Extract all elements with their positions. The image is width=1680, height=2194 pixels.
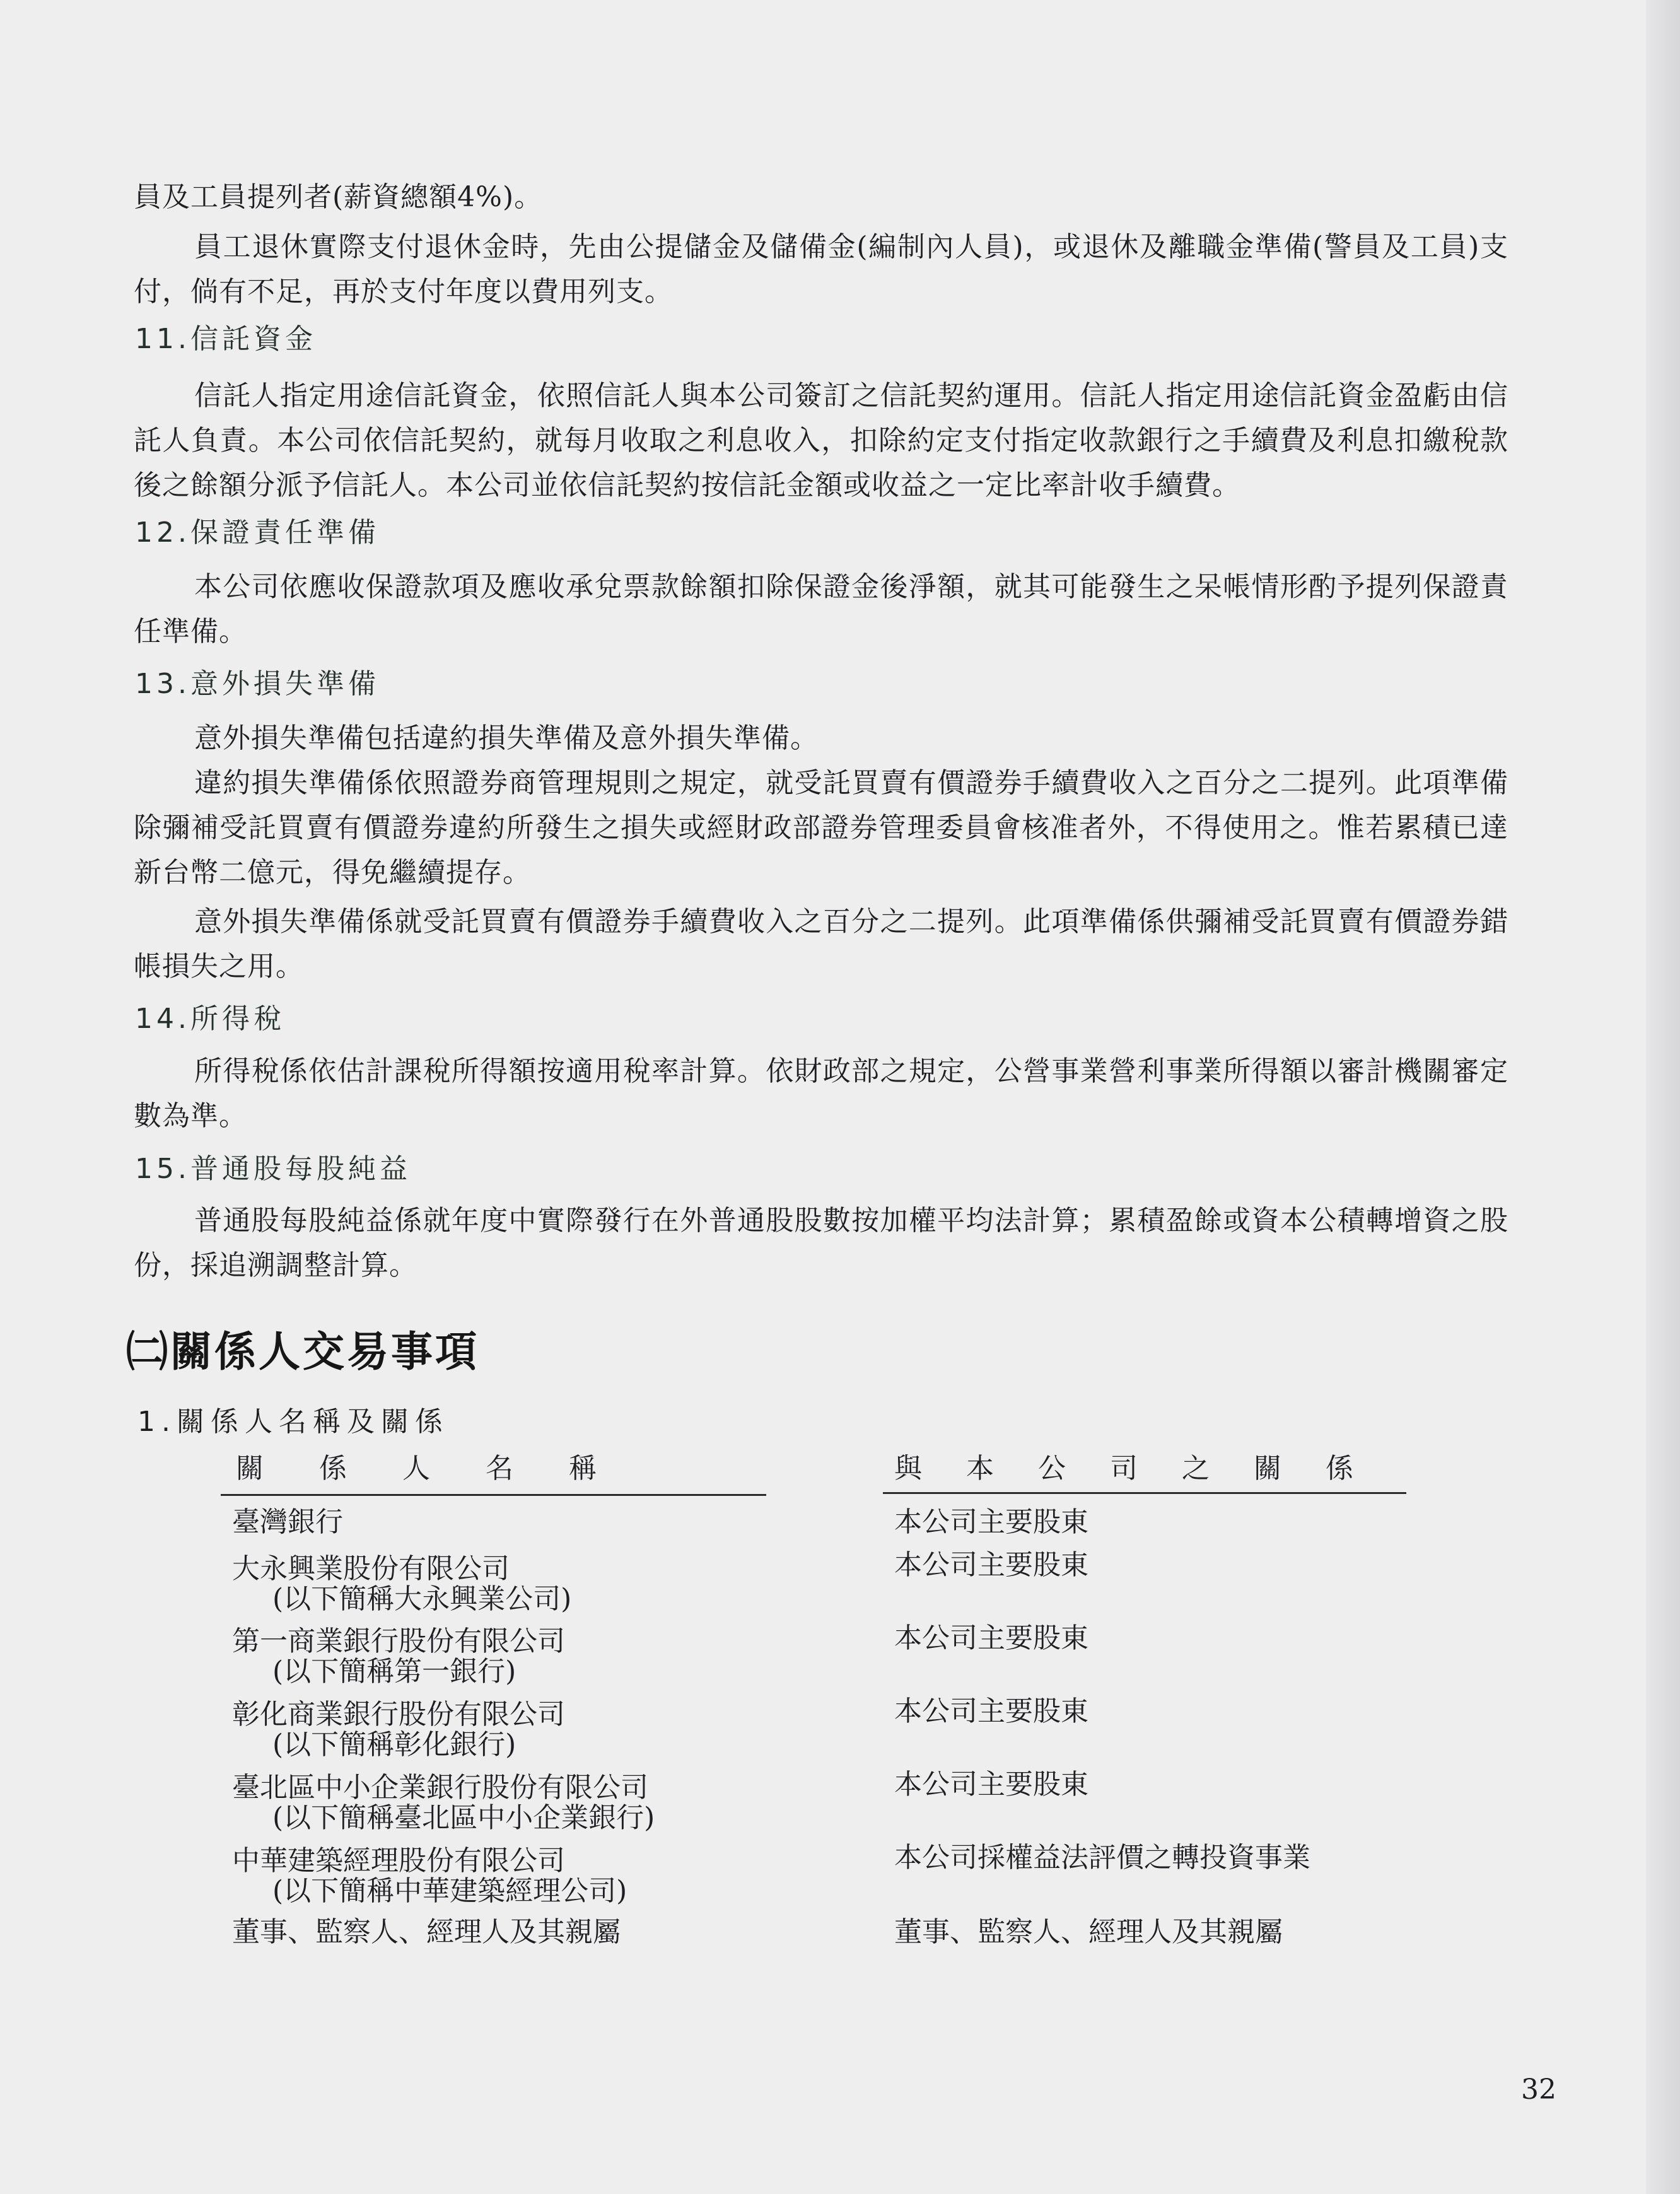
table-row-relation: 本公司主要股東 <box>894 1768 1088 1800</box>
paragraph-accident-loss-1: 意外損失準備包括違約損失準備及意外損失準備。 <box>194 722 819 754</box>
paragraph-retirement-1: 員及工員提列者(薪資總額4%)。 <box>134 181 543 213</box>
table-row-relation: 董事、監察人、經理人及其親屬 <box>894 1916 1283 1948</box>
column-header-name: 關係人名稱 <box>236 1452 652 1485</box>
part2-subtitle: 1.關係人名稱及關係 <box>137 1406 449 1438</box>
table-row-relation: 本公司主要股東 <box>894 1622 1088 1654</box>
column-rule-name <box>221 1494 766 1496</box>
column-rule-relation <box>883 1492 1406 1494</box>
paragraph-eps: 普通股每股純益係就年度中實際發行在外普通股股數按加權平均法計算；累積盈餘或資本公積轉增資之股份，採追溯調整計算。 <box>134 1205 1508 1281</box>
paragraph-trust-funds: 信託人指定用途信託資金，依照信託人與本公司簽訂之信託契約運用。信託人指定用途信託資金盈虧由信託人負責。本公司依信託契約，就每月收取之利息收入，扣除約定支付指定收款銀行之手續費及利息扣繳稅款後之餘額分派予信託人。本公司並依信託契約按信託金額或收益之一定比率計收手續費。 <box>134 380 1508 501</box>
paragraph-income-tax: 所得稅係依估計課稅所得額按適用稅率計算。依財政部之規定，公營事業營利事業所得額以審計機關審定數為準。 <box>134 1055 1508 1132</box>
page-number: 32 <box>1521 2074 1556 2106</box>
part2-title: ㈡關係人交易事項 <box>126 1327 479 1376</box>
table-row-name: 彰化商業銀行股份有限公司 (以下簡稱彰化銀行) <box>232 1698 565 1761</box>
section-heading-accident-loss-reserve: 13.意外損失準備 <box>135 668 380 700</box>
table-row-name: 臺北區中小企業銀行股份有限公司 (以下簡稱臺北區中小企業銀行) <box>232 1771 655 1834</box>
paragraph-accident-loss-3: 意外損失準備係就受託買賣有價證券手續費收入之百分之二提列。此項準備係供彌補受託買賣有價證券錯帳損失之用。 <box>134 906 1508 983</box>
paragraph-accident-loss-2: 違約損失準備係依照證券商管理規則之規定，就受託買賣有價證券手續費收入之百分之二提列。此項準備除彌補受託買賣有價證券違約所發生之損失或經財政部證券管理委員會核准者外，不得使用之。惟若累積已達新台幣二億元，得免繼續提存。 <box>134 767 1508 889</box>
paragraph-retirement-2: 員工退休實際支付退休金時，先由公提儲金及儲備金(編制內人員)，或退休及離職金準備(警員及工員)支付，倘有不足，再於支付年度以費用列支。 <box>134 231 1508 308</box>
table-row-name: 大永興業股份有限公司 (以下簡稱大永興業公司) <box>232 1553 572 1615</box>
paragraph-guarantee-reserve: 本公司依應收保證款項及應收承兌票款餘額扣除保證金後淨額，就其可能發生之呆帳情形酌予提列保證責任準備。 <box>134 571 1508 648</box>
table-row-name: 中華建築經理股份有限公司 (以下簡稱中華建築經理公司) <box>232 1845 627 1907</box>
table-row-relation: 本公司主要股東 <box>894 1549 1088 1581</box>
section-heading-income-tax: 14.所得稅 <box>135 1003 285 1035</box>
table-row-relation: 本公司主要股東 <box>894 1695 1088 1727</box>
section-heading-eps: 15.普通股每股純益 <box>135 1153 411 1185</box>
table-row-relation: 本公司採權益法評價之轉投資事業 <box>894 1841 1310 1874</box>
table-row-name: 臺灣銀行 <box>232 1506 343 1538</box>
table-row-relation: 本公司主要股東 <box>894 1506 1088 1538</box>
table-row-name: 董事、監察人、經理人及其親屬 <box>232 1916 621 1948</box>
table-row-name: 第一商業銀行股份有限公司 (以下簡稱第一銀行) <box>232 1625 565 1688</box>
section-heading-trust-funds: 11.信託資金 <box>135 323 317 355</box>
section-heading-guarantee-reserve: 12.保證責任準備 <box>135 516 380 549</box>
column-header-relation: 與本公司之關係 <box>894 1452 1397 1485</box>
